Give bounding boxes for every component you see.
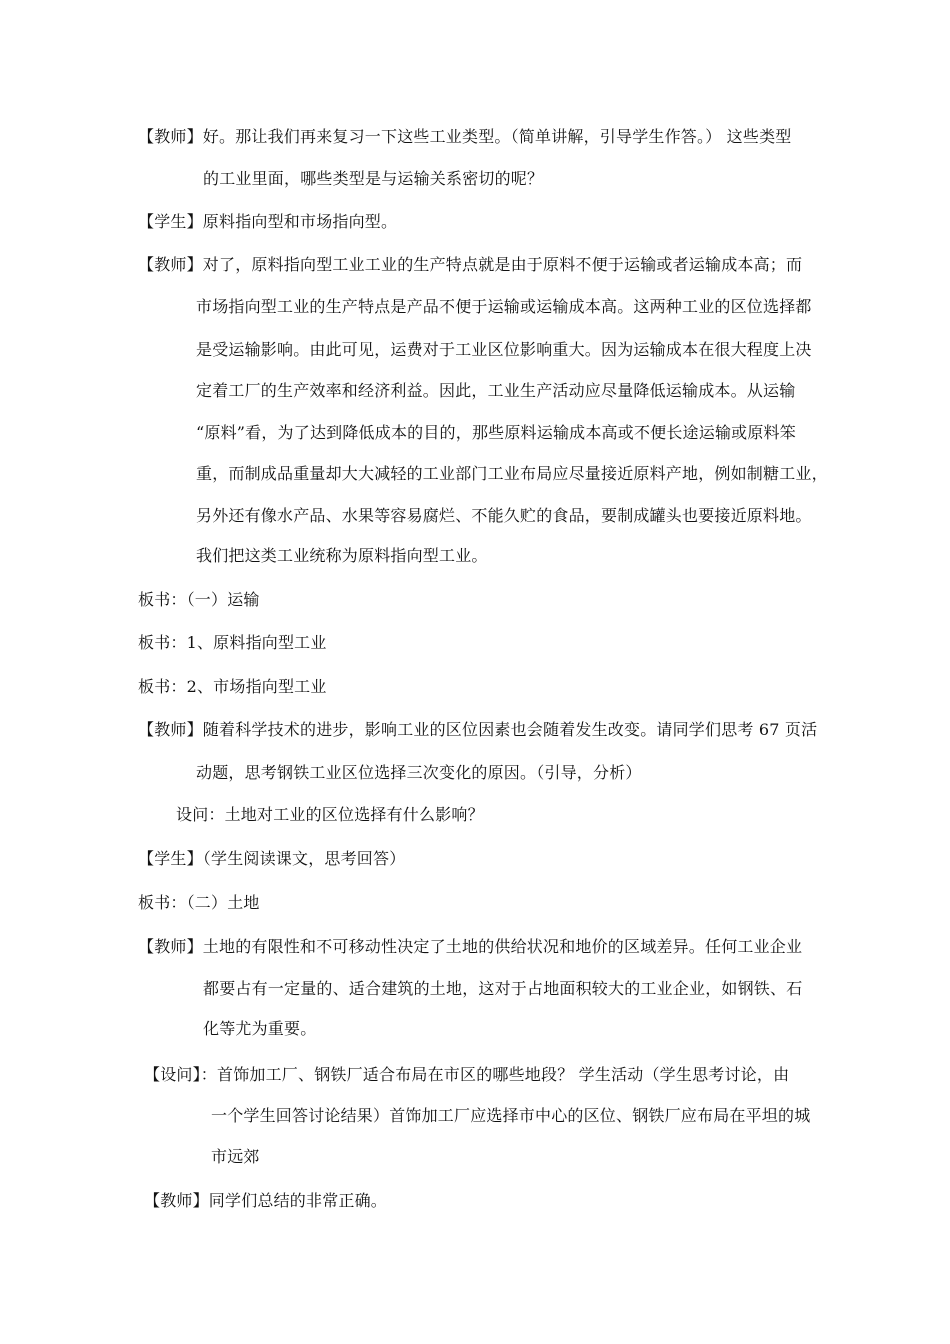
text-line-25: 市远郊 [211, 1147, 260, 1166]
text-line-18: 【学生】（学生阅读课文，思考回答） [138, 849, 406, 868]
text-line-15: 【教师】随着科学技术的进步，影响工业的区位因素也会随着发生改变。请同学们思考 67 页活 [138, 720, 818, 739]
text-line-3: 【学生】原料指向型和市场指向型。 [138, 212, 398, 231]
text-line-11: 我们把这类工业统称为原料指向型工业。 [196, 546, 488, 565]
text-line-7: 定着工厂的生产效率和经济利益。因此，工业生产活动应尽量降低运输成本。从运输 [196, 381, 796, 400]
text-line-8: “原料”看，为了达到降低成本的目的，那些原料运输成本高或不便长途运输或原料笨 [196, 423, 796, 442]
text-line-26: 【教师】同学们总结的非常正确。 [144, 1191, 388, 1210]
text-line-19: 板书：（二）土地 [138, 893, 260, 912]
text-line-24: 一个学生回答讨论结果）首饰加工厂应选择市中心的区位、钢铁厂应布局在平坦的城 [211, 1106, 811, 1125]
text-line-21: 都要占有一定量的、适合建筑的土地，这对于占地面积较大的工业企业，如钢铁、石 [203, 979, 803, 998]
text-line-6: 是受运输影响。由此可见，运费对于工业区位影响重大。因为运输成本在很大程度上决 [196, 340, 812, 359]
text-line-2: 的工业里面，哪些类型是与运输关系密切的呢？ [203, 169, 544, 188]
text-line-20: 【教师】土地的有限性和不可移动性决定了土地的供给状况和地价的区域差异。任何工业企业 [138, 937, 803, 956]
text-line-22: 化等尤为重要。 [203, 1019, 317, 1038]
text-line-23: 【设问】：首饰加工厂、钢铁厂适合布局在市区的哪些地段？ 学生活动（学生思考讨论，由 [144, 1065, 790, 1084]
text-line-16: 动题，思考钢铁工业区位选择三次变化的原因。（引导，分析） [196, 763, 642, 782]
text-line-4: 【教师】对了，原料指向型工业工业的生产特点就是由于原料不便于运输或者运输成本高；而 [138, 255, 803, 274]
text-line-17: 设问：土地对工业的区位选择有什么影响？ [176, 805, 484, 824]
text-line-13: 板书：1、原料指向型工业 [138, 633, 327, 652]
text-line-12: 板书：（一）运输 [138, 590, 260, 609]
text-line-1: 【教师】好。那让我们再来复习一下这些工业类型。（简单讲解，引导学生作答。） 这些类型 [138, 127, 792, 146]
text-line-14: 板书：2、市场指向型工业 [138, 677, 327, 696]
text-line-9: 重，而制成品重量却大大减轻的工业部门工业布局应尽量接近原料产地，例如制糖工业， [196, 464, 828, 483]
text-line-10: 另外还有像水产品、水果等容易腐烂、不能久贮的食品，要制成罐头也要接近原料地。 [196, 506, 812, 525]
text-line-5: 市场指向型工业的生产特点是产品不便于运输或运输成本高。这两种工业的区位选择都 [196, 297, 812, 316]
